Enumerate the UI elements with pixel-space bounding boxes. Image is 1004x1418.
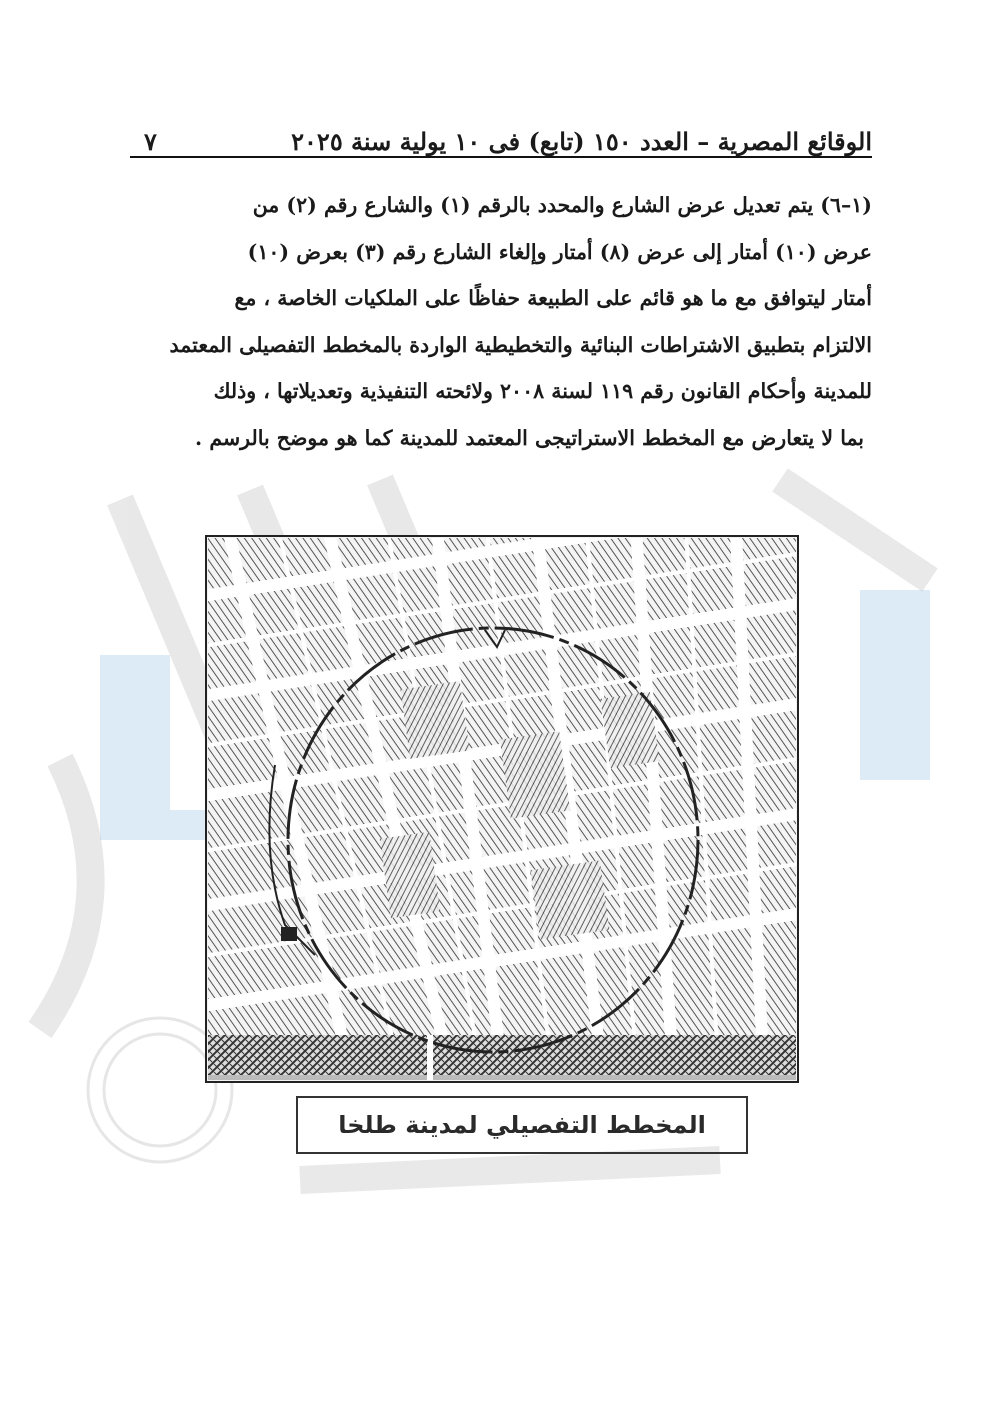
body-line: الالتزام بتطبيق الاشتراطات البنائية والتخطيطية الواردة بالمخطط التفصيلى المعتمد [169, 332, 872, 357]
body-line: بما لا يتعارض مع المخطط الاستراتيجى المعتمد للمدينة كما هو موضح بالرسم . [195, 425, 864, 450]
map-caption: المخطط التفصيلي لمدينة طلخا [338, 1111, 706, 1139]
body-line: عرض (١٠) أمتار إلى عرض (٨) أمتار وإلغاء الشارع رقم (٣) بعرض (١٠) [247, 239, 872, 264]
map-symbol [281, 927, 297, 941]
body-paragraph [130, 182, 872, 461]
page-header [130, 112, 872, 156]
planning-map [205, 535, 799, 1083]
map-figure [205, 535, 799, 1083]
header-rule [130, 156, 872, 158]
page-number: ٧ [144, 127, 157, 156]
header-title: الوقائع المصرية – العدد ١٥٠ (تابع) فى ١٠ يولية سنة ٢٠٢٥ [291, 127, 872, 156]
body-line: للمدينة وأحكام القانون رقم ١١٩ لسنة ٢٠٠٨ ولائحته التنفيذية وتعديلاتها ، وذلك [213, 379, 872, 403]
body-line: أمتار ليتوافق مع ما هو قائم على الطبيعة حفاظًا على الملكيات الخاصة ، مع [234, 286, 872, 310]
map-caption-box [296, 1096, 748, 1154]
body-line: (١–٦) يتم تعديل عرض الشارع والمحدد بالرقم (١) والشارع رقم (٢) من [252, 193, 872, 217]
canal-band [205, 1035, 799, 1075]
